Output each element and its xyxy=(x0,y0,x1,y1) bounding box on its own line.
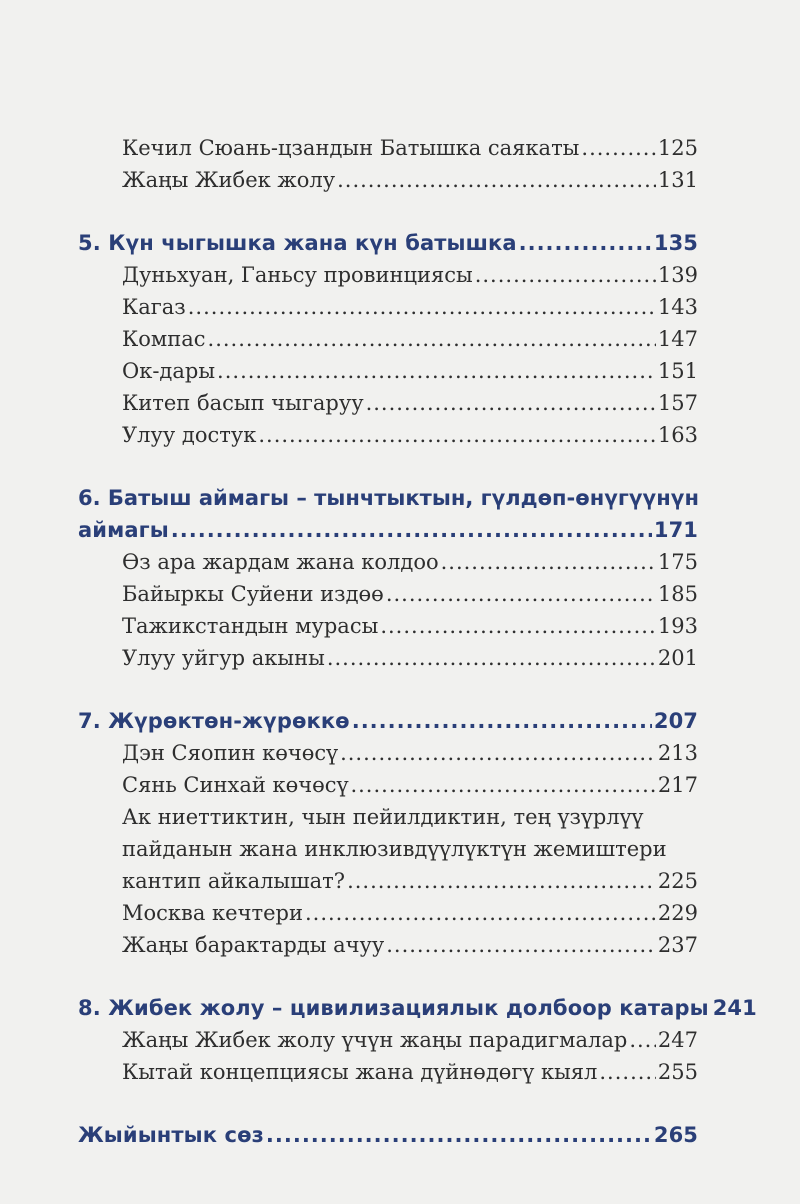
chapter-page: 241 xyxy=(712,996,757,1020)
toc-entry xyxy=(78,164,698,196)
dot-leader xyxy=(366,387,656,419)
toc-entry xyxy=(78,578,698,610)
chapter-heading xyxy=(78,227,698,259)
toc-entry xyxy=(78,610,698,642)
toc-entry xyxy=(78,1024,698,1056)
toc-entry-multiline xyxy=(78,801,698,865)
toc-entry-title: Кытай концепциясы жана дүйнөдөгү кыял xyxy=(122,1060,598,1084)
dot-leader xyxy=(337,164,656,196)
dot-leader xyxy=(475,259,656,291)
dot-leader xyxy=(208,323,656,355)
toc-entry-page: 143 xyxy=(657,295,698,319)
toc-entry-title: Өз ара жардам жана колдоо xyxy=(122,550,439,574)
dot-leader xyxy=(581,132,656,164)
toc-chapter-6 xyxy=(78,482,698,674)
toc-entry-title: Жаңы Жибек жолу xyxy=(122,168,336,192)
toc-entry xyxy=(78,642,698,674)
toc-entry xyxy=(78,323,698,355)
toc-entry-page: 185 xyxy=(657,582,698,606)
toc-entry-title: Компас xyxy=(122,327,206,351)
chapter-heading xyxy=(78,514,698,546)
chapter-title: 7. Жүрөктөн-жүрөккө xyxy=(78,709,350,733)
toc-chapter-7 xyxy=(78,705,698,961)
toc-entry-title: Жаңы барактарды ачуу xyxy=(122,933,385,957)
toc-entry-page: 255 xyxy=(657,1060,698,1084)
toc-entry-page: 247 xyxy=(657,1028,698,1052)
toc-entry-page: 131 xyxy=(657,168,698,192)
toc-entry-title: Ок-дары xyxy=(122,359,216,383)
toc-entry-title: Сянь Синхай көчөсү xyxy=(122,773,349,797)
dot-leader xyxy=(441,546,656,578)
toc-entry-page: 147 xyxy=(657,327,698,351)
toc-entry xyxy=(78,419,698,451)
toc-entry-title: Тажикстандын мурасы xyxy=(122,614,379,638)
dot-leader xyxy=(171,514,652,546)
toc-entry-page: 237 xyxy=(657,933,698,957)
chapter-page: 171 xyxy=(653,518,698,542)
toc-entry-page: 151 xyxy=(657,359,698,383)
toc-entry xyxy=(78,737,698,769)
toc-chapter-8 xyxy=(78,992,757,1088)
dot-leader xyxy=(188,291,656,323)
chapter-heading xyxy=(78,992,757,1024)
toc-entry-page: 229 xyxy=(657,901,698,925)
chapter-heading xyxy=(78,1119,698,1151)
toc-entry-page: 213 xyxy=(657,741,698,765)
toc-entry-page: 157 xyxy=(657,391,698,415)
dot-leader xyxy=(305,897,656,929)
toc-entry-page: 175 xyxy=(657,550,698,574)
toc-chapter-5 xyxy=(78,227,698,451)
toc-entry xyxy=(78,897,698,929)
chapter-title: 5. Күн чыгышка жана күн батышка xyxy=(78,231,517,255)
toc-entry-title: Дэн Сяопин көчөсү xyxy=(122,741,339,765)
dot-leader xyxy=(266,1119,652,1151)
chapter-title: аймагы xyxy=(78,518,169,542)
dot-leader xyxy=(386,578,656,610)
toc-entry-title: Улуу уйгур акыны xyxy=(122,646,325,670)
toc-entry xyxy=(78,291,698,323)
dot-leader xyxy=(217,355,656,387)
toc-entry-page: 193 xyxy=(657,614,698,638)
toc-entry xyxy=(78,769,698,801)
toc-entry-title: Кечил Сюань-цзандын Батышка саякаты xyxy=(122,136,580,160)
chapter-title: Жыйынтык сөз xyxy=(78,1123,264,1147)
toc-entry xyxy=(78,355,698,387)
toc-entry-title: Москва кечтери xyxy=(122,901,303,925)
toc-entry-page: 163 xyxy=(657,423,698,447)
toc-entry-title: Байыркы Суйени издөө xyxy=(122,582,384,606)
chapter-title-line: 6. Батыш аймагы – тынчтыктын, гүлдөп-өнүгүүнүн xyxy=(78,486,699,510)
dot-leader xyxy=(599,1056,656,1088)
chapter-page: 207 xyxy=(653,709,698,733)
toc-entry xyxy=(78,387,698,419)
toc-entry-title: кантип айкалышат? xyxy=(122,869,346,893)
dot-leader xyxy=(258,419,656,451)
dot-leader xyxy=(386,929,656,961)
toc-entry xyxy=(78,1056,698,1088)
dot-leader xyxy=(380,610,656,642)
toc-entry-title: Китеп басып чыгаруу xyxy=(122,391,364,415)
toc-entry-title: Дуньхуан, Ганьсу провинциясы xyxy=(122,263,473,287)
dot-leader xyxy=(340,737,656,769)
toc-entry xyxy=(78,259,698,291)
toc-conclusion xyxy=(78,1119,698,1151)
chapter-heading xyxy=(78,705,698,737)
toc-entry xyxy=(78,865,698,897)
toc-entry-page: 125 xyxy=(657,136,698,160)
chapter-page: 265 xyxy=(653,1123,698,1147)
table-of-contents xyxy=(78,132,757,1151)
toc-entry-title: Жаңы Жибек жолу үчүн жаңы парадигмалар xyxy=(122,1028,628,1052)
toc-entry-page: 217 xyxy=(657,773,698,797)
toc-entry-title: Улуу достук xyxy=(122,423,257,447)
dot-leader xyxy=(347,865,656,897)
toc-entry-title: Кагаз xyxy=(122,295,186,319)
toc-entry-page: 225 xyxy=(657,869,698,893)
toc-continuation xyxy=(78,132,698,196)
dot-leader xyxy=(519,227,652,259)
dot-leader xyxy=(352,705,652,737)
toc-entry-page: 139 xyxy=(657,263,698,287)
toc-entry-title-line: Ак ниеттиктин, чын пейилдиктин, тең үзүрлүү xyxy=(122,805,644,829)
chapter-page: 135 xyxy=(653,231,698,255)
toc-entry xyxy=(78,929,698,961)
toc-entry-title-line: пайданын жана инклюзивдүүлүктүн жемиштери xyxy=(122,837,667,861)
chapter-title: 8. Жибек жолу – цивилизациялык долбоор катары xyxy=(78,996,709,1020)
toc-entry xyxy=(78,132,698,164)
dot-leader xyxy=(629,1024,656,1056)
dot-leader xyxy=(350,769,655,801)
toc-entry xyxy=(78,546,698,578)
toc-entry-page: 201 xyxy=(657,646,698,670)
dot-leader xyxy=(327,642,656,674)
